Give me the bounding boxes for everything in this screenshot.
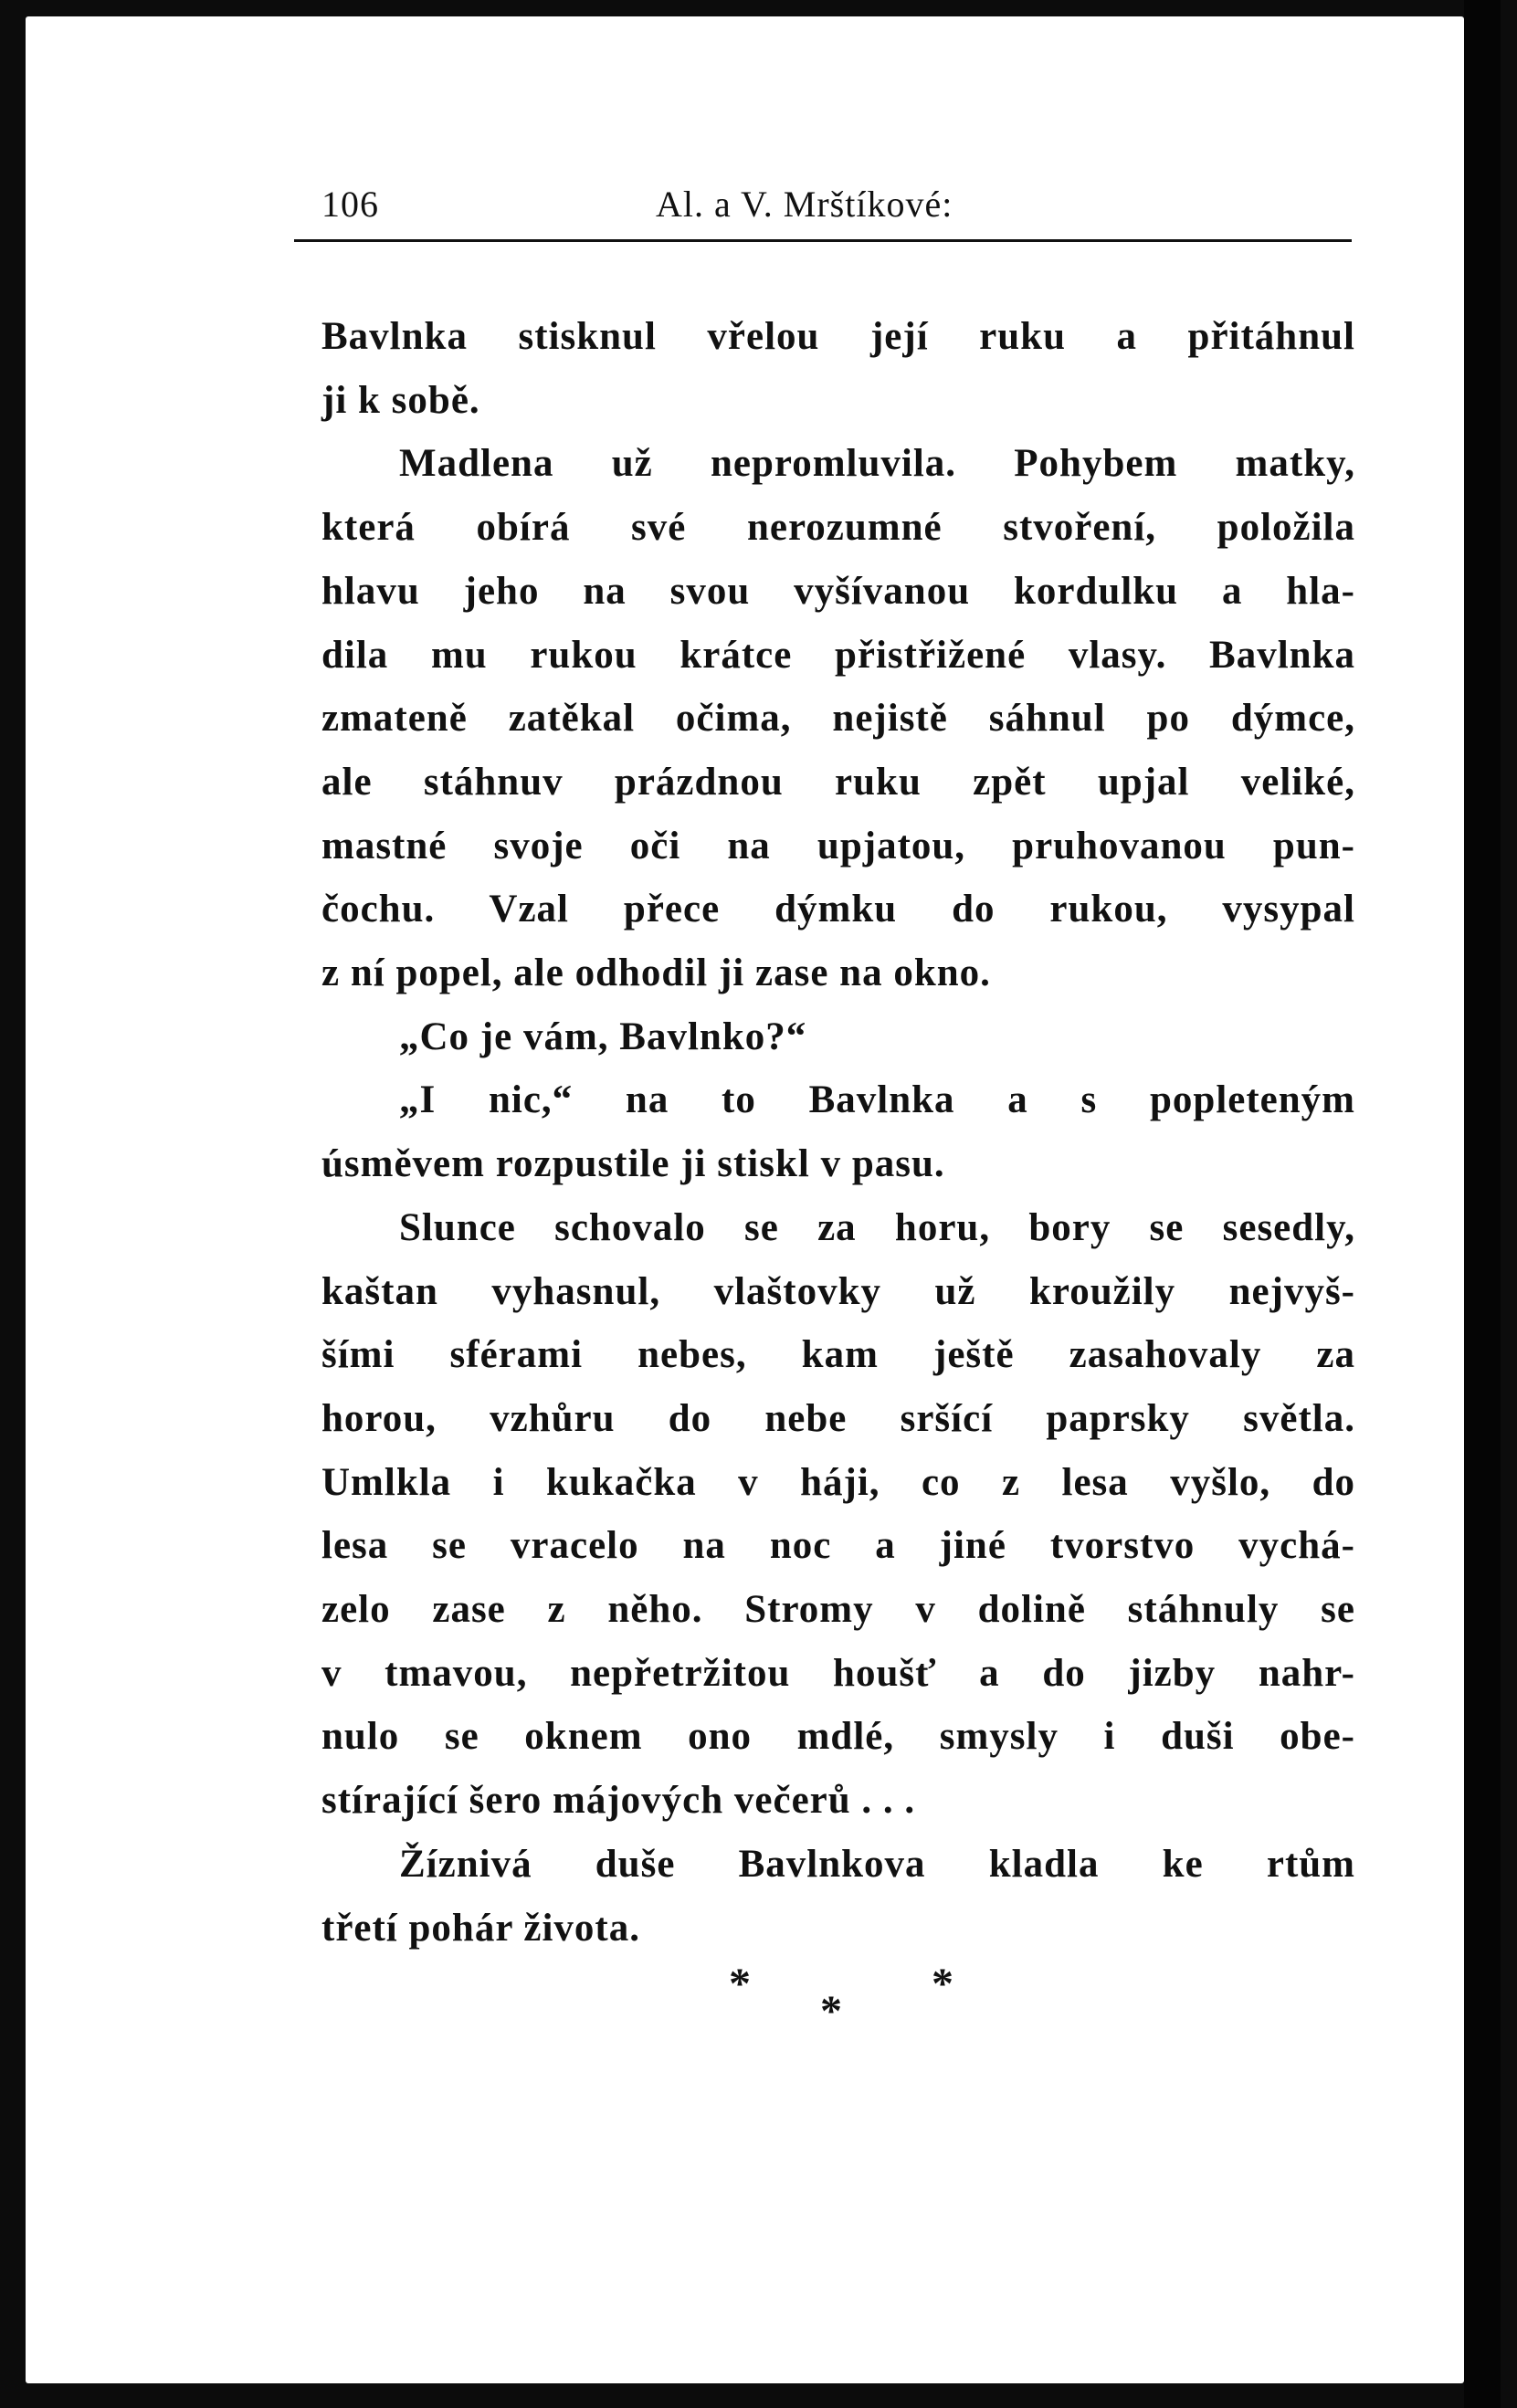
text-line: která obírá své nerozumné stvoření, položila — [321, 506, 1355, 550]
text-line: šími sférami nebes, kam ještě zasahovaly za — [321, 1333, 1355, 1377]
text-line: lesa se vracelo na noc a jiné tvorstvo vychá- — [321, 1524, 1355, 1568]
page-number: 106 — [321, 184, 379, 225]
text-line: Slunce schovalo se za horu, bory se sesedly, — [399, 1205, 1355, 1249]
running-title: Al. a V. Mrštíkové: — [656, 184, 953, 225]
text-line: Madlena už nepromluvila. Pohybem matky, — [399, 442, 1355, 486]
text-line: Umlkla i kukačka v háji, co z lesa vyšlo, do — [321, 1460, 1355, 1504]
text-line: úsměvem rozpustile ji stiskl v pasu. — [321, 1142, 945, 1186]
text-line: z ní popel, ale odhodil ji zase na okno. — [321, 952, 991, 995]
text-line: ji k sobě. — [321, 378, 480, 422]
page-header — [294, 164, 1352, 237]
text-line: zmateně zatěkal očima, nejistě sáhnul po dýmce, — [321, 697, 1355, 741]
text-line: Bavlnka stisknul vřelou její ruku a přitáhnul — [321, 315, 1355, 358]
text-line: třetí pohár života. — [321, 1906, 640, 1950]
text-line: stírající šero májových večerů . . . — [321, 1779, 916, 1823]
text-line: horou, vzhůru do nebe sršící paprsky světla. — [321, 1396, 1355, 1440]
text-line: „I nic,“ na to Bavlnka a s popleteným — [399, 1078, 1355, 1122]
text-line: zelo zase z něho. Stromy v dolině stáhnuly se — [321, 1588, 1355, 1632]
section-separator — [712, 1959, 986, 2050]
text-line: mastné svoje oči na upjatou, pruhovanou pun- — [321, 824, 1355, 868]
text-line: ale stáhnuv prázdnou ruku zpět upjal veliké, — [321, 760, 1355, 804]
scan-edge — [1464, 0, 1501, 2408]
text-line: v tmavou, nepřetržitou houšť a do jizby nahr- — [321, 1651, 1355, 1695]
body-text — [321, 305, 1355, 1960]
text-line: hlavu jeho na svou vyšívanou kordulku a hla- — [321, 569, 1355, 613]
header-rule — [294, 239, 1352, 242]
text-line: „Co je vám, Bavlnko?“ — [399, 1015, 807, 1058]
text-line: dila mu rukou krátce přistřižené vlasy. Bavlnka — [321, 633, 1355, 677]
text-line: kaštan vyhasnul, vlaštovky už kroužily nejvyš- — [321, 1269, 1355, 1313]
asterisk: * — [932, 1960, 953, 2008]
text-line: nulo se oknem ono mdlé, smysly i duši obe- — [321, 1715, 1355, 1759]
asterisk: * — [729, 1960, 751, 2008]
text-line: Žíznivá duše Bavlnkova kladla ke rtům — [399, 1842, 1355, 1886]
text-line: čochu. Vzal přece dýmku do rukou, vysypal — [321, 888, 1355, 931]
asterisk: * — [820, 1987, 842, 2035]
